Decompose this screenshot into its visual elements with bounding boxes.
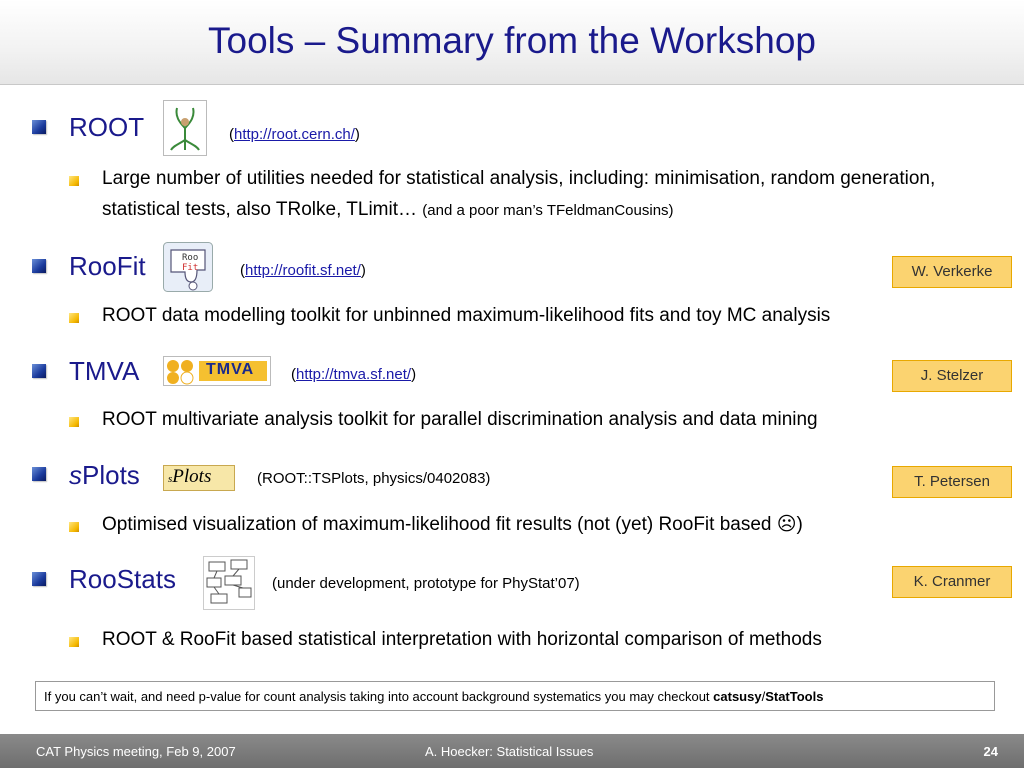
bullet-icon (32, 364, 46, 378)
sub-bullet-icon (69, 522, 79, 532)
splots-logo-text: sPlots (168, 466, 212, 487)
title-bar (0, 0, 1024, 85)
contact-petersen: T. Petersen (892, 466, 1012, 498)
roofit-detail: ROOT data modelling toolkit for unbinned maximum-likelihood fits and toy MC analysis (102, 305, 831, 326)
root-logo-icon (163, 100, 207, 156)
heading-root: ROOT (69, 112, 145, 142)
heading-roostats: RooStats (69, 564, 176, 594)
footer-event: CAT Physics meeting, Feb 9, 2007 (36, 744, 236, 759)
roostats-detail: ROOT & RooFit based statistical interpretation with horizontal comparison of methods (102, 629, 822, 650)
contact-cranmer: K. Cranmer (892, 566, 1012, 598)
splots-detail: Optimised visualization of maximum-likelihood fit results (not (yet) RooFit based ☹) (102, 514, 803, 535)
sub-bullet-icon (69, 176, 79, 186)
tmva-detail: ROOT multivariate analysis toolkit for parallel discrimination analysis and data mining (102, 409, 818, 430)
heading-roofit: RooFit (69, 251, 146, 281)
heading-splots: sPlots (69, 460, 140, 490)
root-detail-note: (and a poor man’s TFeldmanCousins) (422, 202, 674, 219)
roofit-logo-text: Roo Fit (182, 253, 199, 273)
tmva-link-line: (http://tmva.sf.net/) (291, 366, 417, 383)
root-detail: Large number of utilities needed for statistical analysis, including: minimisation, random generation, statistical tests, also TRolke, TLimit… (and a poor man’s TFeldmanCousins) (102, 168, 936, 220)
heading-tmva: TMVA (69, 356, 140, 386)
root-link-line: (http://root.cern.ch/) (229, 126, 360, 143)
roofit-link[interactable]: http://roofit.sf.net/ (245, 262, 361, 279)
sub-bullet-icon (69, 313, 79, 323)
bullet-icon (32, 259, 46, 273)
tmva-logo-text: TMVA (206, 361, 255, 378)
page-number: 24 (983, 744, 998, 759)
roostats-diagram-icon (203, 556, 255, 610)
root-link[interactable]: http://root.cern.ch/ (234, 126, 355, 143)
splots-reference: (ROOT::TSPlots, physics/0402083) (257, 470, 491, 487)
tmva-link[interactable]: http://tmva.sf.net/ (296, 366, 412, 383)
sub-bullet-icon (69, 417, 79, 427)
bullet-icon (32, 572, 46, 586)
footer-author: A. Hoecker: Statistical Issues (425, 744, 594, 759)
footer-bar (0, 734, 1024, 768)
contact-verkerke: W. Verkerke (892, 256, 1012, 288)
slide-title: Tools – Summary from the Workshop (208, 20, 816, 61)
bullet-icon (32, 120, 46, 134)
roofit-link-line: (http://roofit.sf.net/) (240, 262, 366, 279)
bullet-icon (32, 467, 46, 481)
note-box: If you can’t wait, and need p-value for count analysis taking into account background systematics you may checkout catsusy/StatTools (35, 681, 995, 711)
roostats-reference: (under development, prototype for PhyStat’07) (272, 575, 580, 592)
sub-bullet-icon (69, 637, 79, 647)
contact-stelzer: J. Stelzer (892, 360, 1012, 392)
